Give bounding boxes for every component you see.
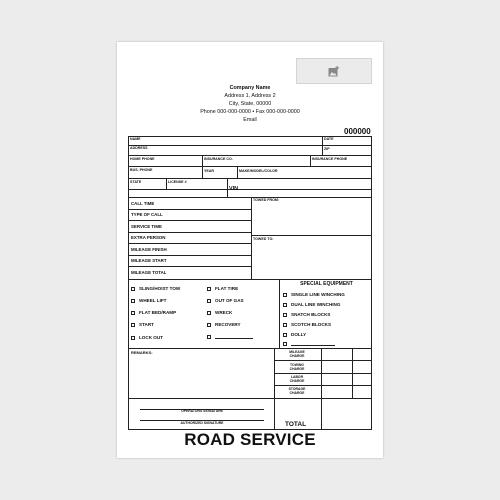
make-model-color-label: MAKE/MODEL/COLOR <box>239 169 278 173</box>
dual-line-winching-checkbox[interactable]: DUAL LINE WINCHING <box>283 302 340 307</box>
zip-label: ZIP <box>324 147 330 151</box>
flat-bed-ramp-checkbox[interactable]: FLAT BED/RAMP <box>131 310 176 315</box>
mileage-start-label: MILEAGE START <box>131 258 167 263</box>
call-time-label: CALL TIME <box>131 201 155 206</box>
towed-from-label: TOWED FROM: <box>253 198 280 202</box>
logo-placeholder[interactable] <box>296 58 372 84</box>
snatch-blocks-checkbox[interactable]: SNATCH BLOCKS <box>283 312 330 317</box>
other-equipment-checkbox[interactable] <box>283 342 335 346</box>
extra-person-label: EXTRA PERSON <box>131 235 166 240</box>
vin-label: VIN <box>229 186 238 192</box>
other-service-checkbox[interactable] <box>207 335 253 339</box>
insurance-co-label: INSURANCE CO. <box>204 157 233 161</box>
form-title: ROAD SERVICE <box>184 430 316 449</box>
type-of-call-label: TYPE OF CALL <box>131 212 163 217</box>
flat-tire-checkbox[interactable]: FLAT TIRE <box>207 286 238 291</box>
company-email: Email <box>243 117 257 123</box>
license-label: LICENSE # <box>168 180 187 184</box>
company-phone-fax: Phone 000-000-0000 • Fax 000-000-0000 <box>200 109 300 115</box>
bus-phone-label: BUS. PHONE <box>130 168 153 172</box>
mileage-total-label: MILEAGE TOTAL <box>131 270 167 275</box>
address-label: ADDRESS <box>130 146 148 150</box>
company-name: Company Name <box>229 85 271 91</box>
wreck-checkbox[interactable]: WRECK <box>207 310 232 315</box>
towed-to-label: TOWED TO: <box>253 237 274 241</box>
home-phone-label: HOME PHONE <box>130 157 155 161</box>
mileage-charge-label: MILEAGE CHARGE <box>289 350 305 358</box>
wheel-lift-checkbox[interactable]: WHEEL LIFT <box>131 298 166 303</box>
out-of-gas-checkbox[interactable]: OUT OF GAS <box>207 298 244 303</box>
state-label: STATE <box>130 180 142 184</box>
date-label: DATE <box>324 137 334 141</box>
operators-signature-label: OPERATORS SIGNATURE <box>181 409 223 413</box>
lock-out-checkbox[interactable]: LOCK OUT <box>131 335 163 340</box>
remarks-label: REMARKS: <box>131 350 153 355</box>
insurance-phone-label: INSURANCE PHONE <box>312 157 348 161</box>
authorized-signature-label: AUTHORIZED SIGNATURE <box>180 421 224 425</box>
single-line-winching-checkbox[interactable]: SINGLE LINE WINCHING <box>283 292 345 297</box>
recovery-checkbox[interactable]: RECOVERY <box>207 322 241 327</box>
company-city: City, State, 00000 <box>228 101 272 107</box>
start-checkbox[interactable]: START <box>131 322 154 327</box>
mileage-finish-label: MILEAGE FINISH <box>131 247 167 252</box>
sling-hoist-tow-checkbox[interactable]: SLING/HOIST TOW <box>131 286 180 291</box>
name-label: NAME <box>130 137 141 141</box>
company-address: Address 1, Address 2 <box>224 93 276 99</box>
special-equipment-title: SPECIAL EQUIPMENT <box>300 281 353 287</box>
add-photo-icon <box>328 66 340 77</box>
labor-charge-label: LABOR CHARGE <box>289 375 305 383</box>
storage-charge-label: STORAGE CHARGE <box>288 387 306 395</box>
year-label: YEAR <box>204 169 214 173</box>
dolly-checkbox[interactable]: DOLLY <box>283 332 306 337</box>
scotch-blocks-checkbox[interactable]: SCOTCH BLOCKS <box>283 322 331 327</box>
total-label: TOTAL <box>285 421 307 428</box>
towing-charge-label: TOWING CHARGE <box>289 363 305 371</box>
service-time-label: SERVICE TIME <box>131 224 162 229</box>
form-number: 000000 <box>344 127 371 136</box>
